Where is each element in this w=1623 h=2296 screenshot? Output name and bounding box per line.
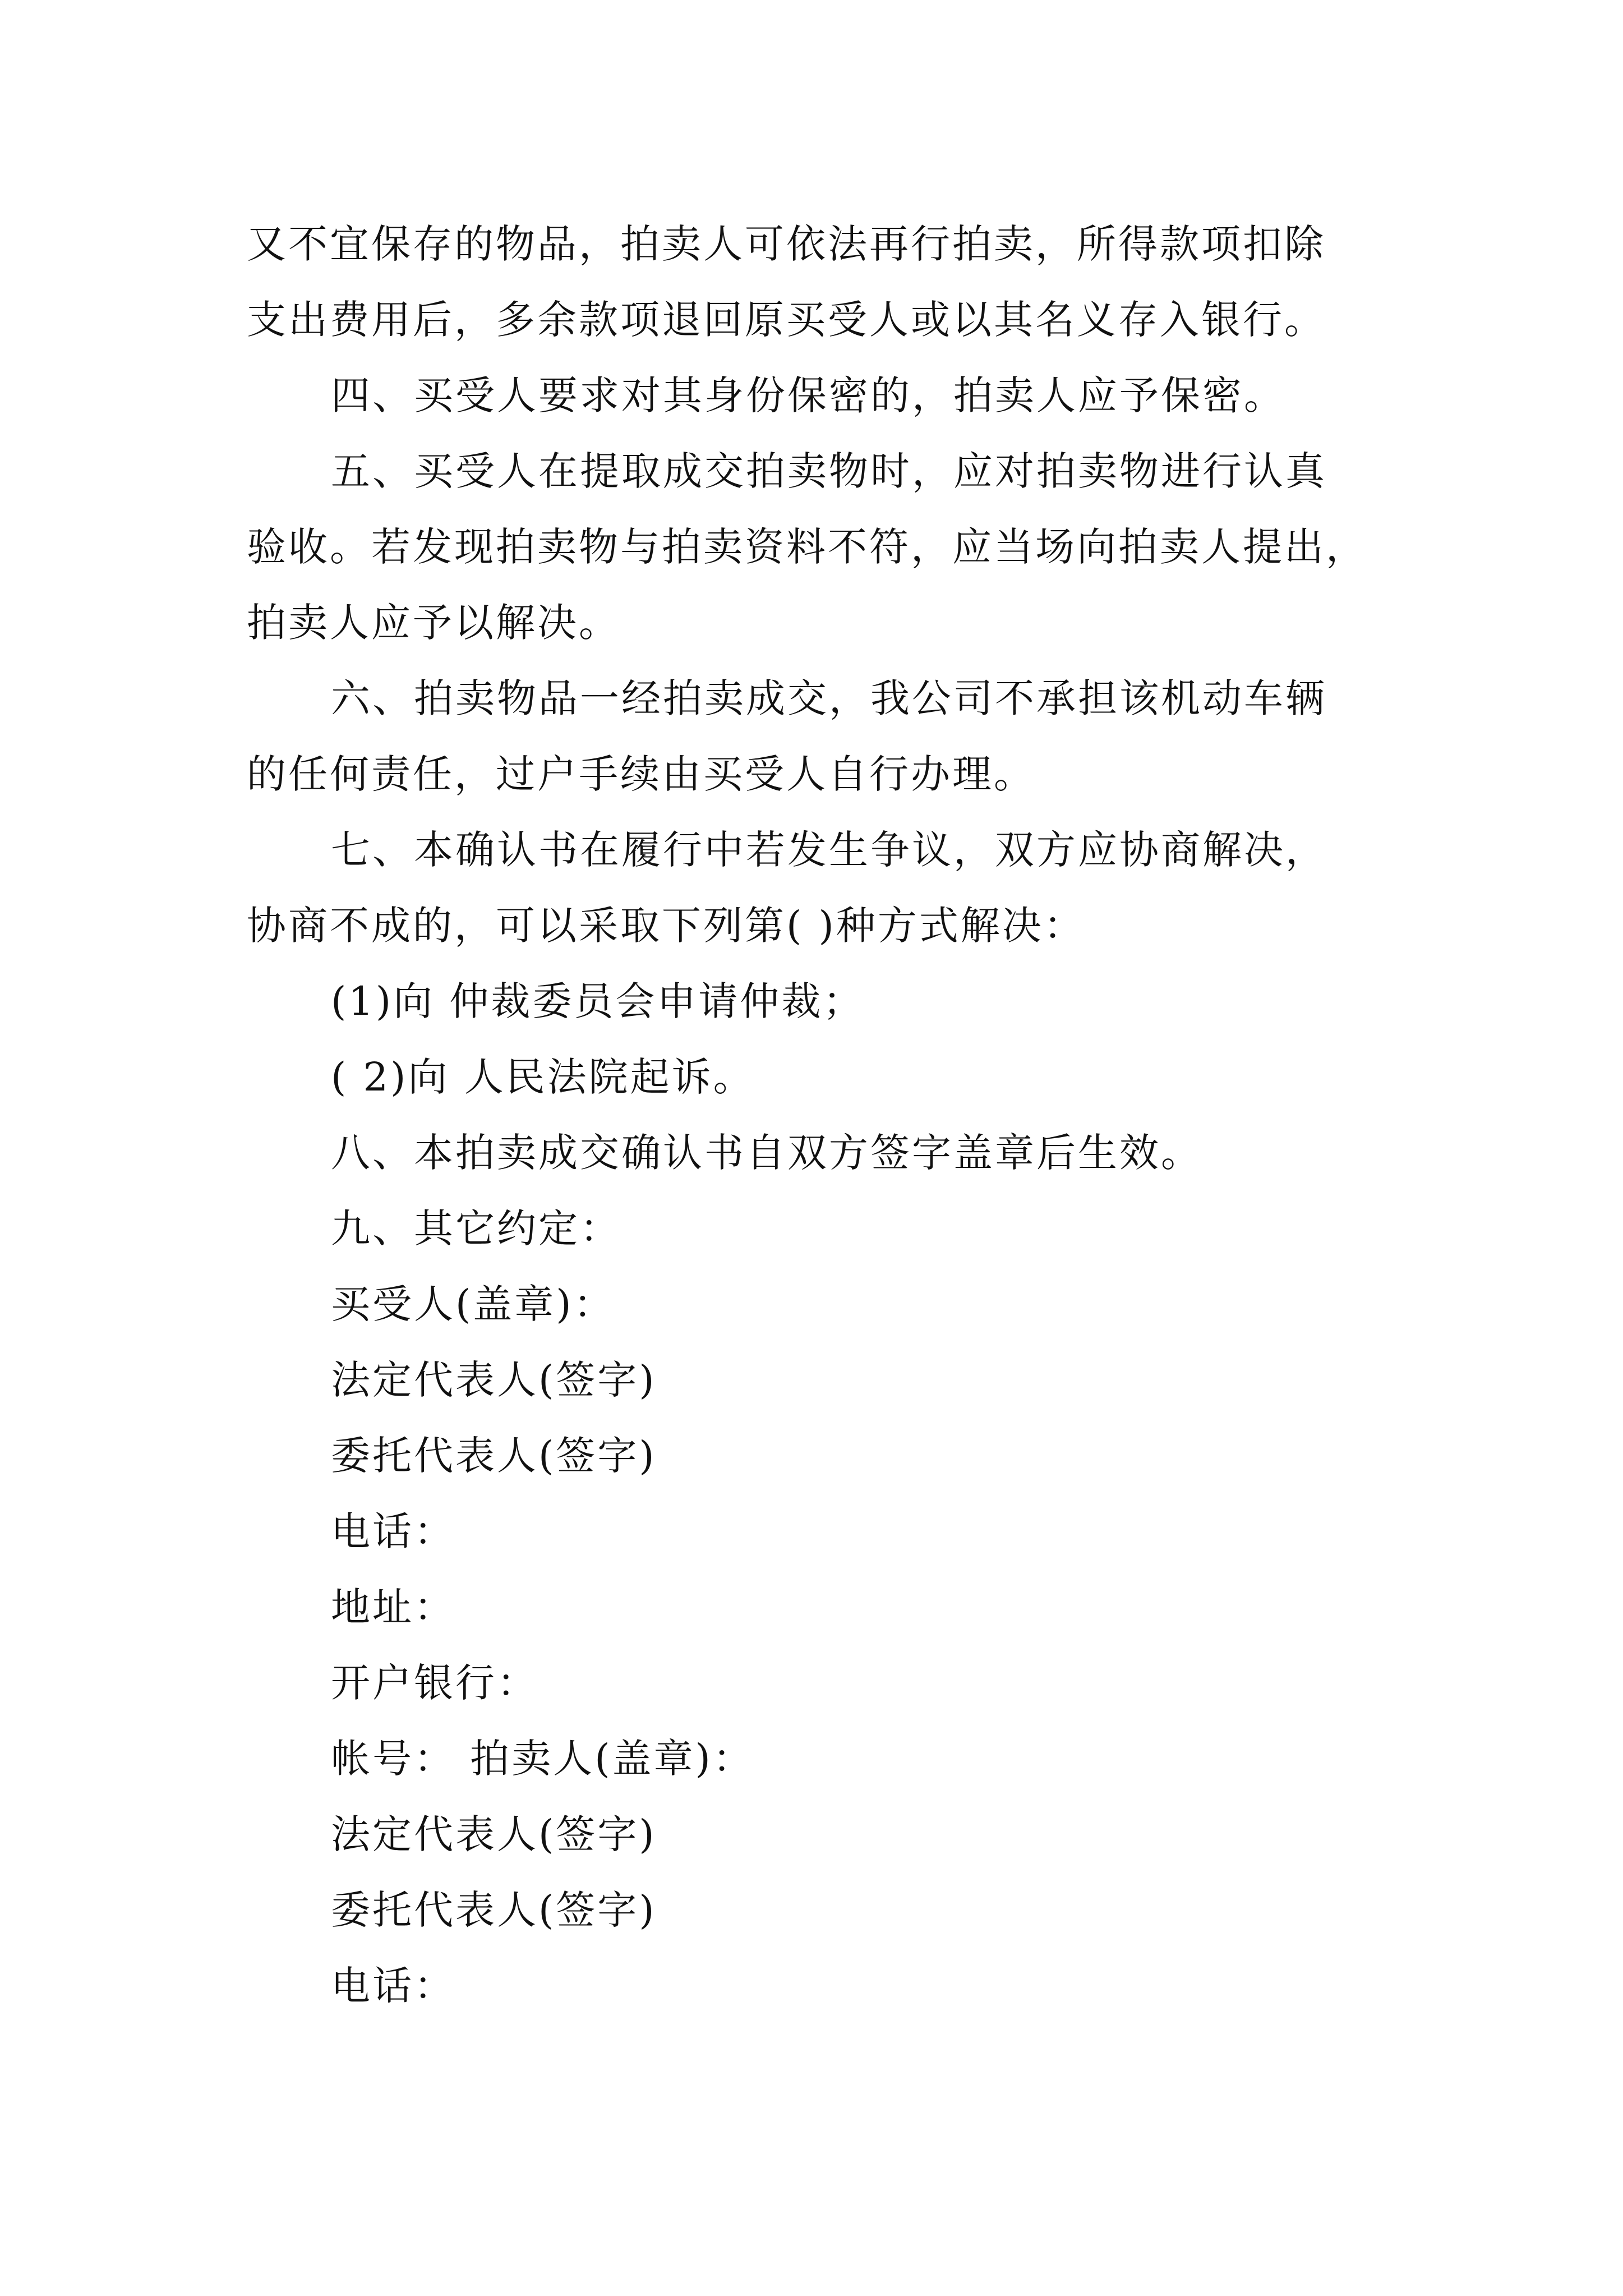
buyer-bank-label: 开户银行： — [331, 1660, 538, 1706]
buyer-phone-label: 电话： — [331, 1508, 455, 1554]
buyer-legal-rep-label: 法定代表人(签字) — [331, 1357, 657, 1403]
clause-9: 九、其它约定： — [331, 1205, 621, 1251]
buyer-address-label: 地址： — [331, 1584, 455, 1630]
option-court: ( 2)向 人民法院起诉。 — [331, 1054, 755, 1100]
paragraph-line: 协商不成的，可以采取下列第( )种方式解决： — [247, 903, 1085, 949]
paragraph-line: 验收。若发现拍卖物与拍卖资料不符，应当场向拍卖人提出， — [247, 524, 1367, 570]
paragraph-line: 拍卖人应予以解决。 — [247, 600, 620, 646]
paragraph-line: 的任何责任，过户手续由买受人自行办理。 — [247, 751, 1035, 797]
account-and-auctioneer-seal-label: 帐号： 拍卖人(盖章)： — [331, 1736, 754, 1782]
clause-4: 四、买受人要求对其身份保密的，拍卖人应予保密。 — [331, 372, 1285, 418]
clause-5: 五、买受人在提取成交拍卖物时，应对拍卖物进行认真 — [331, 448, 1327, 494]
buyer-authorized-rep-label: 委托代表人(签字) — [331, 1433, 657, 1479]
clause-6: 六、拍卖物品一经拍卖成交，我公司不承担该机动车辆 — [331, 675, 1327, 721]
auctioneer-legal-rep-label: 法定代表人(签字) — [331, 1811, 657, 1857]
paragraph-line: 又不宜保存的物品，拍卖人可依法再行拍卖，所得款项扣除 — [247, 221, 1326, 267]
buyer-seal-label: 买受人(盖章)： — [331, 1281, 615, 1327]
paragraph-line: 支出费用后，多余款项退回原买受人或以其名义存入银行。 — [247, 297, 1326, 343]
clause-8: 八、本拍卖成交确认书自双方签字盖章后生效。 — [331, 1130, 1202, 1176]
option-arbitration: (1)向 仲裁委员会申请仲裁； — [331, 978, 865, 1024]
auctioneer-authorized-rep-label: 委托代表人(签字) — [331, 1887, 657, 1933]
auctioneer-phone-label: 电话： — [331, 1963, 455, 2009]
clause-7: 七、本确认书在履行中若发生争议，双方应协商解决， — [331, 827, 1327, 873]
